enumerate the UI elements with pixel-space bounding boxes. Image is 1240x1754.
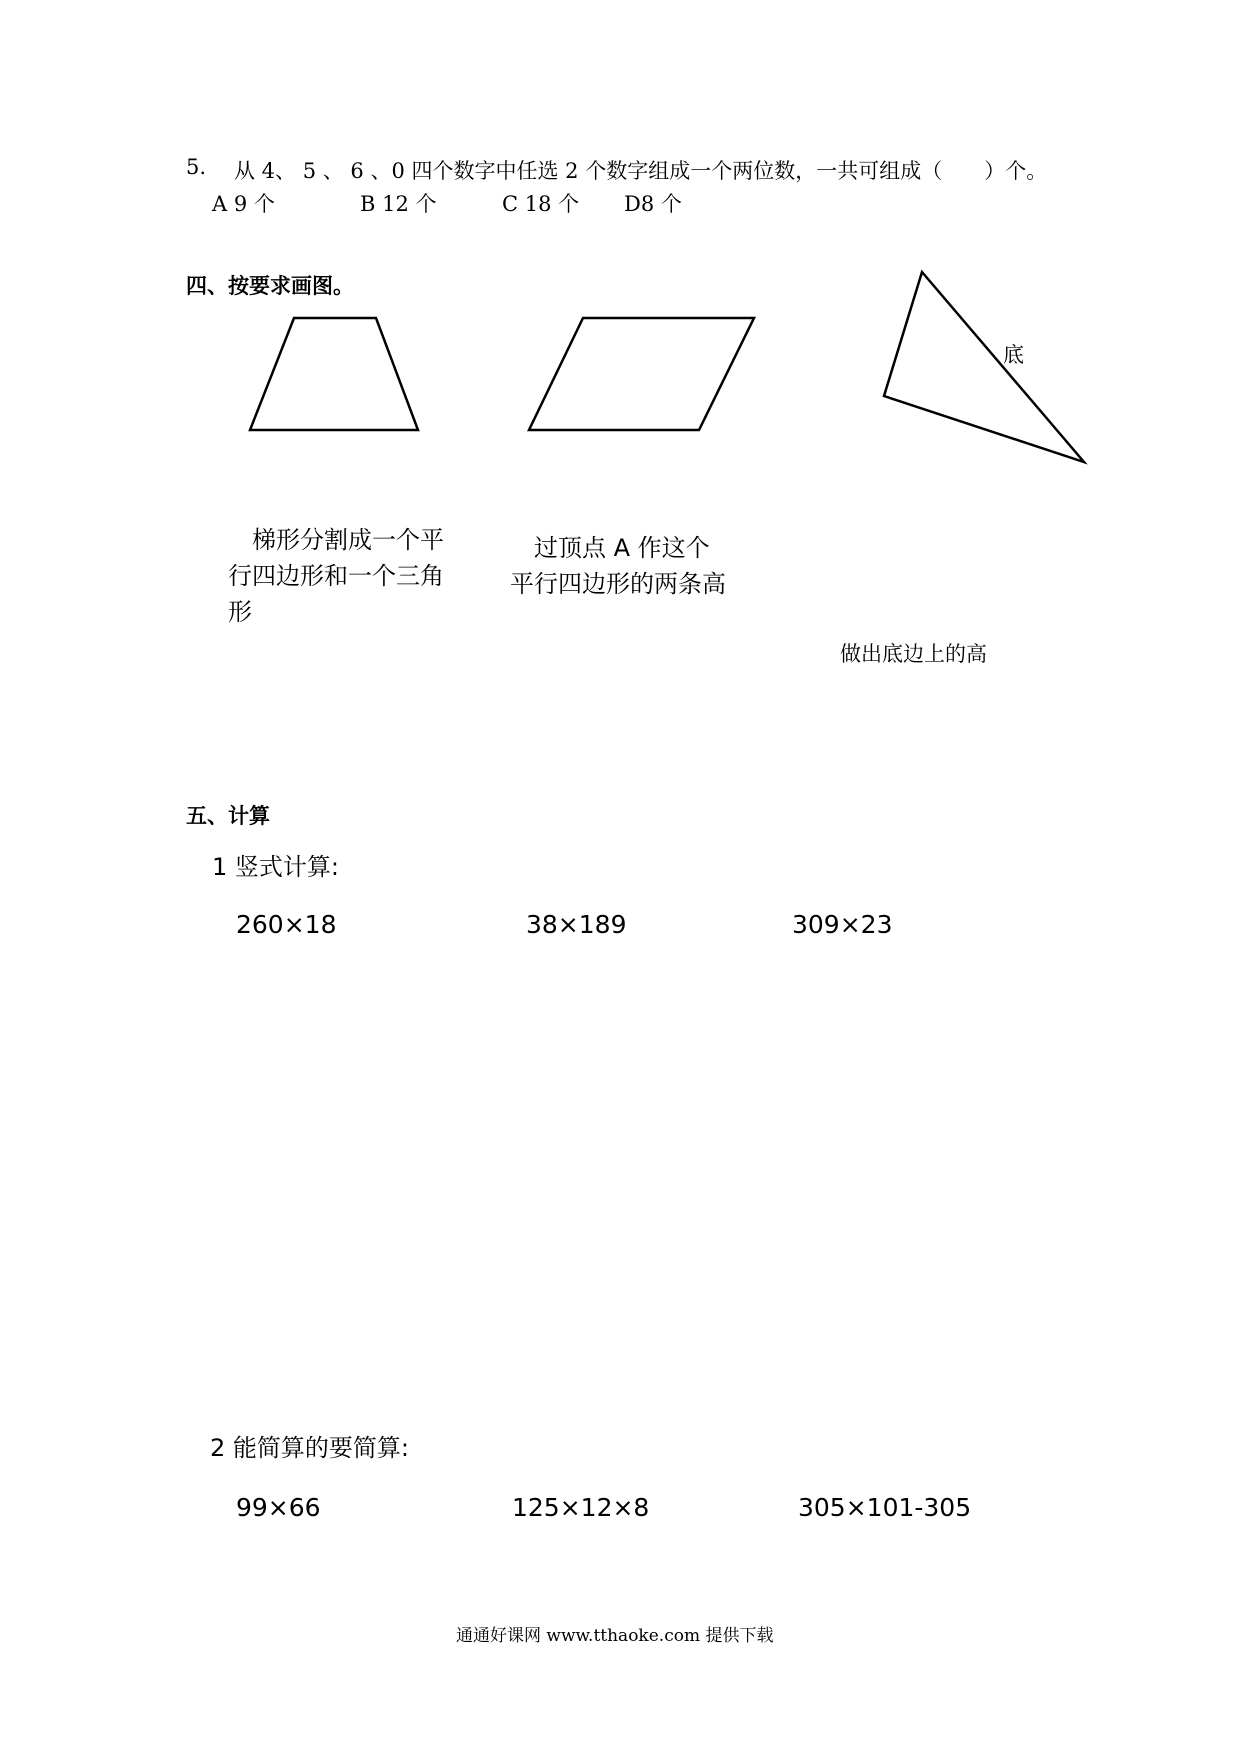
trapezoid-shape	[250, 318, 418, 430]
trapezoid-caption: 梯形分割成一个平行四边形和一个三角形	[228, 526, 444, 626]
option-a: A 9 个	[212, 192, 275, 216]
triangle-shape	[884, 272, 1084, 462]
triangle-caption: 做出底边上的高	[840, 642, 987, 666]
option-d: D8 个	[624, 192, 682, 216]
part-1-label: 1 竖式计算:	[212, 853, 339, 881]
expression-1-2: 38×189	[526, 910, 627, 939]
question-5-number: 5.	[186, 155, 207, 179]
expression-2-2: 125×12×8	[512, 1493, 650, 1522]
parallelogram-shape	[529, 318, 754, 430]
footer-note: 通通好课网 www.tthaoke.com 提供下载	[456, 1626, 774, 1646]
expression-2-1: 99×66	[236, 1493, 321, 1522]
section-5-heading: 五、计算	[186, 804, 270, 828]
triangle-base-label: 底	[1003, 343, 1024, 367]
expression-1-3: 309×23	[792, 910, 893, 939]
question-5-text: 从 4、 5 、 6 、0 四个数字中任选 2 个数字组成一个两位数，一共可组成（ ）个。	[234, 159, 1048, 183]
option-c: C 18 个	[502, 192, 580, 216]
expression-2-3: 305×101-305	[798, 1493, 972, 1522]
option-b: B 12 个	[360, 192, 437, 216]
section-4-heading: 四、按要求画图。	[186, 274, 354, 298]
parallelogram-caption: 过顶点 A 作这个平行四边形的两条高	[510, 534, 726, 598]
part-2-label: 2 能简算的要简算:	[210, 1434, 409, 1462]
expression-1-1: 260×18	[236, 910, 337, 939]
